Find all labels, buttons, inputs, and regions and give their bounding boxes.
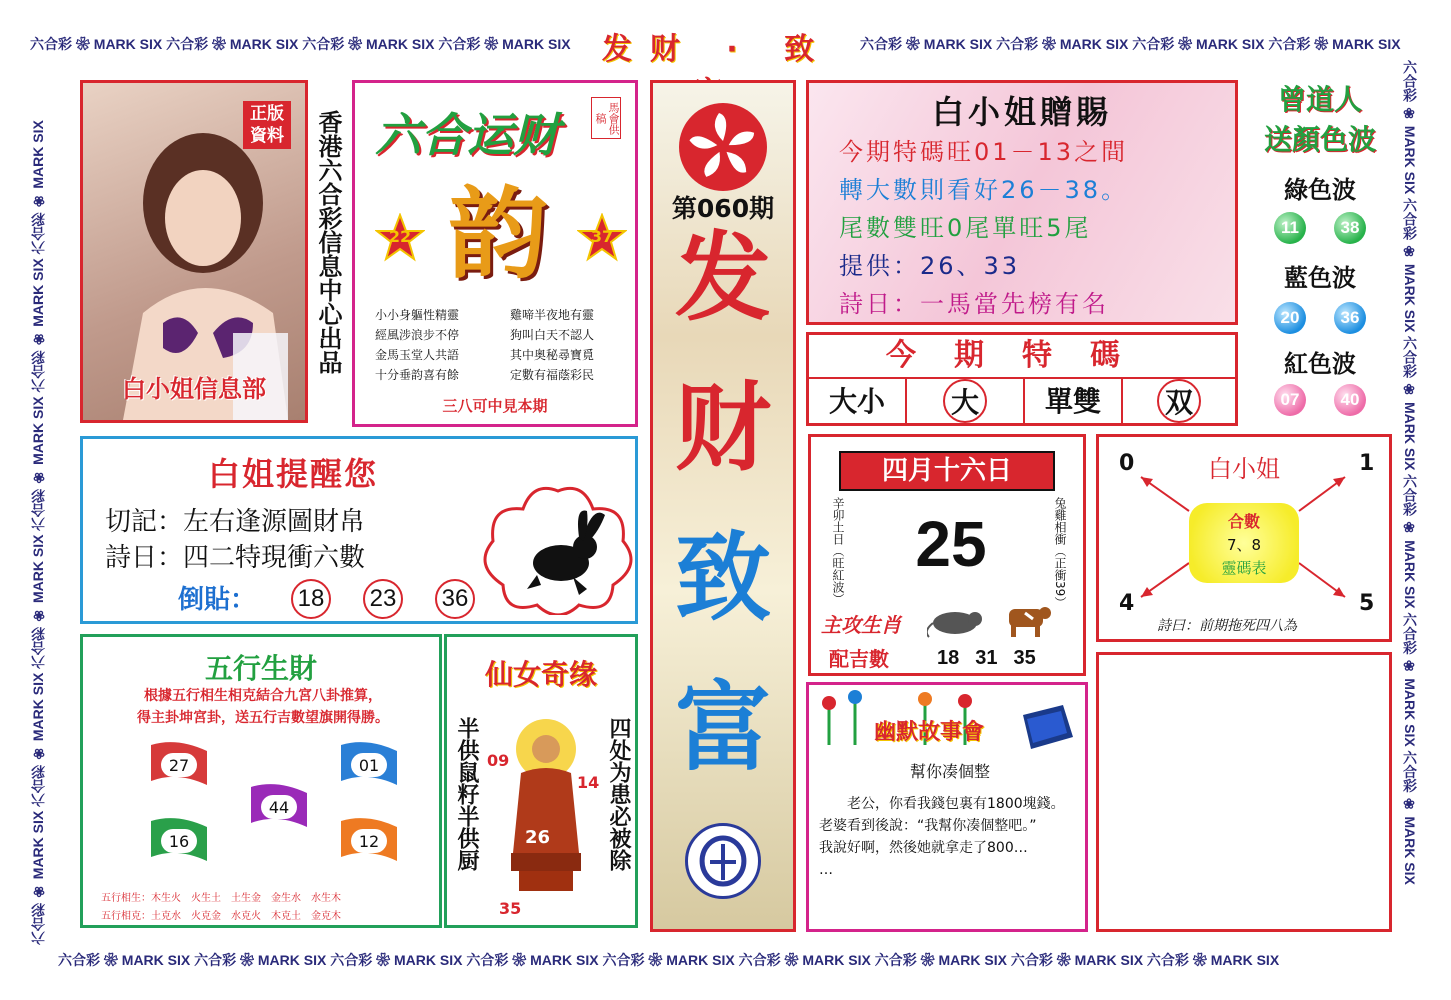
flag-wood <box>247 783 311 833</box>
center-banner <box>650 80 796 932</box>
poem-left-line: 十分垂韵喜有餘 <box>375 368 460 382</box>
empty-panel <box>1096 652 1392 932</box>
poem-left-line: 金馬玉堂人共語 <box>375 348 460 362</box>
star-right-number: 37 <box>590 227 614 246</box>
banner-char-2: 财 <box>675 372 771 484</box>
wuxing-desc1: 根據五行相生相克結合九宮八卦推算， <box>144 688 382 704</box>
flag-earth <box>337 817 401 867</box>
group-label-red: 紅色波 <box>1284 350 1356 378</box>
color-title1: 曾道人 <box>1277 83 1362 116</box>
paste-label: 倒貼： <box>178 585 257 615</box>
star-left <box>375 213 425 263</box>
ox-icon <box>1003 597 1053 639</box>
gift-line: 今期特碼旺01－13之間 <box>839 138 1129 166</box>
wuxing-sheng: 五行相生：木生火 火生土 土生金 金生水 水生木 <box>101 893 341 904</box>
fairy-left-vertical: 半供鼠籽半供厨 <box>454 717 479 871</box>
humor-paragraph: 我說好啊，然後她就拿走了800… <box>819 840 1028 856</box>
hkjc-logo <box>685 823 761 899</box>
bauhinia-icon <box>679 103 767 191</box>
calendar-left-note: 辛卯土日（旺紅波） <box>831 497 845 605</box>
group-label-green: 綠色波 <box>1284 176 1356 204</box>
flag-fire <box>147 817 211 867</box>
top-title: 发财 · 致 <box>601 32 833 67</box>
fairy-num: 35 <box>499 899 522 918</box>
rabbit-badge <box>483 485 633 615</box>
lucky-number: 35 <box>1013 647 1036 669</box>
fairy-panel <box>444 634 638 928</box>
top-left-border-strip: 六合彩 ❀ MARK SIX 六合彩 ❀ MARK SIX 六合彩 ❀ MARK SIX 六合彩 ❀ MARK SIX <box>30 36 571 52</box>
star-right <box>577 213 627 263</box>
official-badge <box>243 101 291 149</box>
gift-line: 詩日：一馬當先榜有名 <box>839 290 1109 318</box>
publisher-vertical-text: 香港六合彩信息中心出品 <box>314 110 342 374</box>
special-title: 今期特碼 <box>886 338 1158 373</box>
wuxing-panel <box>80 634 442 928</box>
poem-right-line: 狗叫白天不認人 <box>510 328 595 342</box>
corner-br: 5 <box>1359 591 1375 616</box>
humor-paragraph: 老婆看到後說：“我幫你凑個整吧。” <box>819 818 1037 834</box>
banner-char-3: 致 <box>675 522 771 634</box>
horseshoe-icon <box>688 826 758 896</box>
bottom-border-strip: 六合彩 ❀ MARK SIX 六合彩 ❀ MARK SIX 六合彩 ❀ MARK SIX 六合彩 ❀ MARK SIX 六合彩 ❀ MARK SIX 六合彩 ❀ MARK SIX 六合彩 ❀ MARK SIX 六合彩 ❀ MARK SIX 六合彩 ❀ MARK SIX <box>58 952 1280 968</box>
paste-number: 23 <box>363 579 403 619</box>
wuxing-ke: 五行相克：土克水 火克金 水克火 木克土 金克木 <box>101 911 341 922</box>
compass-poem: 詩曰：前期拖死四八為 <box>1157 618 1297 634</box>
compass-center-sub: 靈碼表 <box>1221 559 1267 577</box>
color-panel <box>1250 78 1390 423</box>
reminder-title: 白姐提醒您 <box>207 455 378 493</box>
paste-numbers <box>291 579 475 619</box>
wuxing-desc2: 得主卦坤宮卦，送五行吉數望旗開得勝。 <box>137 710 389 726</box>
poem-right-line: 其中奥秘尋寶覓 <box>510 348 595 362</box>
green-ball: 11 <box>1274 212 1306 244</box>
zodiac-label: 主攻生肖 <box>821 613 901 637</box>
fairy-title: 仙女奇缘 <box>484 658 597 691</box>
corner-tl: 0 <box>1119 451 1135 476</box>
calendar-day-number: 25 <box>915 508 987 580</box>
gift-line: 尾數雙旺0尾單旺5尾 <box>839 214 1092 242</box>
poem-right-line: 雞啼半夜地有靈 <box>510 308 595 322</box>
badge-line1: 正版 <box>250 104 284 124</box>
hk-emblem <box>679 103 767 191</box>
flag-wood-num: 44 <box>261 795 297 819</box>
deity-statue-icon <box>501 713 591 903</box>
flag-water <box>337 741 401 791</box>
flag-metal-num: 27 <box>161 753 197 777</box>
yun-big-char: 韵 <box>448 176 548 293</box>
corner-tr: 1 <box>1359 451 1375 476</box>
photo-panel <box>80 80 308 423</box>
size-label: 大小 <box>809 379 907 423</box>
flag-fire-num: 16 <box>161 829 197 853</box>
compass-center-title: 合數 <box>1227 512 1260 531</box>
yun-footer: 三八可中見本期 <box>442 397 548 415</box>
yun-panel <box>352 80 638 427</box>
reminder-panel <box>80 436 638 624</box>
gift-lines <box>839 133 1235 323</box>
flag-metal <box>147 741 211 791</box>
calendar-right-note: 兔雞相衝（正衝39） <box>1053 497 1067 609</box>
left-border-strip: 六合彩 ❀ MARK SIX 六合彩 ❀ MARK SIX 六合彩 ❀ MARK SIX 六合彩 ❀ MARK SIX 六合彩 ❀ MARK SIX 六合彩 ❀ MARK SIX <box>30 120 46 945</box>
book-icon <box>1017 701 1077 751</box>
poem-left <box>375 305 493 385</box>
wuxing-title: 五行生財 <box>204 652 317 685</box>
right-border-strip: 六合彩 ❀ MARK SIX 六合彩 ❀ MARK SIX 六合彩 ❀ MARK SIX 六合彩 ❀ MARK SIX 六合彩 ❀ MARK SIX 六合彩 ❀ MARK SIX <box>1402 60 1418 885</box>
humor-panel <box>806 682 1088 932</box>
star-left-number: 22 <box>388 227 412 246</box>
gift-title: 白小姐贈賜 <box>931 93 1112 131</box>
humor-paragraph: 老公，你看我錢包裏有1800塊錢。 <box>847 796 1065 812</box>
parity-value: 双 <box>1157 379 1201 423</box>
photo-caption: 白小姐信息部 <box>122 375 266 403</box>
flag-water-num: 01 <box>351 753 387 777</box>
yun-title: 六合运财 <box>375 108 559 162</box>
color-title2: 送顏色波 <box>1263 123 1376 156</box>
poem-left-line: 小小身軀性精靈 <box>375 308 460 322</box>
calendar-date: 四月十六日 <box>839 451 1055 491</box>
gift-line: 提供：26、33 <box>839 252 1021 280</box>
paste-number: 18 <box>291 579 331 619</box>
size-value: 大 <box>943 379 987 423</box>
reminder-line2: 詩日：四二特現衝六數 <box>105 543 366 573</box>
humor-subtitle: 幫你凑個整 <box>909 762 990 781</box>
humor-title: 幽默故事會 <box>873 720 984 745</box>
red-balls <box>1274 384 1366 416</box>
paste-number: 36 <box>435 579 475 619</box>
top-right-border-strip: 六合彩 ❀ MARK SIX 六合彩 ❀ MARK SIX 六合彩 ❀ MARK SIX 六合彩 ❀ MARK SIX <box>860 36 1401 52</box>
flag-earth-num: 12 <box>351 829 387 853</box>
compass-panel <box>1096 434 1392 642</box>
special-row <box>809 377 1235 423</box>
red-ball: 07 <box>1274 384 1306 416</box>
fairy-num: 09 <box>487 751 510 770</box>
corner-bl: 4 <box>1119 591 1135 616</box>
poem-right-line: 定數有福蔭彩民 <box>510 368 595 382</box>
calendar-panel <box>808 434 1086 676</box>
humor-body <box>819 793 1081 881</box>
blue-ball: 36 <box>1334 302 1366 334</box>
lucky-label: 配吉數 <box>829 647 889 671</box>
parity-value-cell <box>1123 379 1235 423</box>
gift-line: 轉大數則看好26－38。 <box>839 176 1129 204</box>
issue-label: 第060期 <box>671 194 775 223</box>
group-label-blue: 藍色波 <box>1284 264 1356 292</box>
special-panel <box>806 332 1238 426</box>
humor-paragraph: … <box>819 862 833 878</box>
badge-line2: 資料 <box>250 126 284 146</box>
compass-title: 白小姐 <box>1208 455 1280 483</box>
gift-panel <box>806 80 1238 325</box>
blue-ball: 20 <box>1274 302 1306 334</box>
fairy-right-vertical: 四处为患必被除 <box>606 717 631 871</box>
yun-stamp: 馬會供稿 <box>591 97 621 139</box>
poem-left-line: 經風涉浪步不停 <box>375 328 460 342</box>
fairy-num: 14 <box>577 773 600 792</box>
fairy-num: 26 <box>525 827 551 848</box>
rat-icon <box>927 601 987 639</box>
size-value-cell <box>907 379 1025 423</box>
rabbit-icon <box>483 485 633 615</box>
banner-char-1: 发 <box>675 222 771 334</box>
poem-right <box>510 305 628 385</box>
lucky-number: 31 <box>975 647 998 669</box>
blue-balls <box>1274 302 1366 334</box>
green-ball: 38 <box>1334 212 1366 244</box>
compass-center-value: 7、8 <box>1226 536 1262 554</box>
parity-label: 單雙 <box>1025 379 1123 423</box>
compass-center <box>1189 503 1299 583</box>
reminder-line1: 切記：左右逢源圖財帛 <box>105 507 366 537</box>
banner-char-4: 富 <box>675 672 771 784</box>
green-balls <box>1274 212 1366 244</box>
lucky-numbers <box>937 647 1036 670</box>
red-ball: 40 <box>1334 384 1366 416</box>
lucky-number: 18 <box>937 647 960 669</box>
